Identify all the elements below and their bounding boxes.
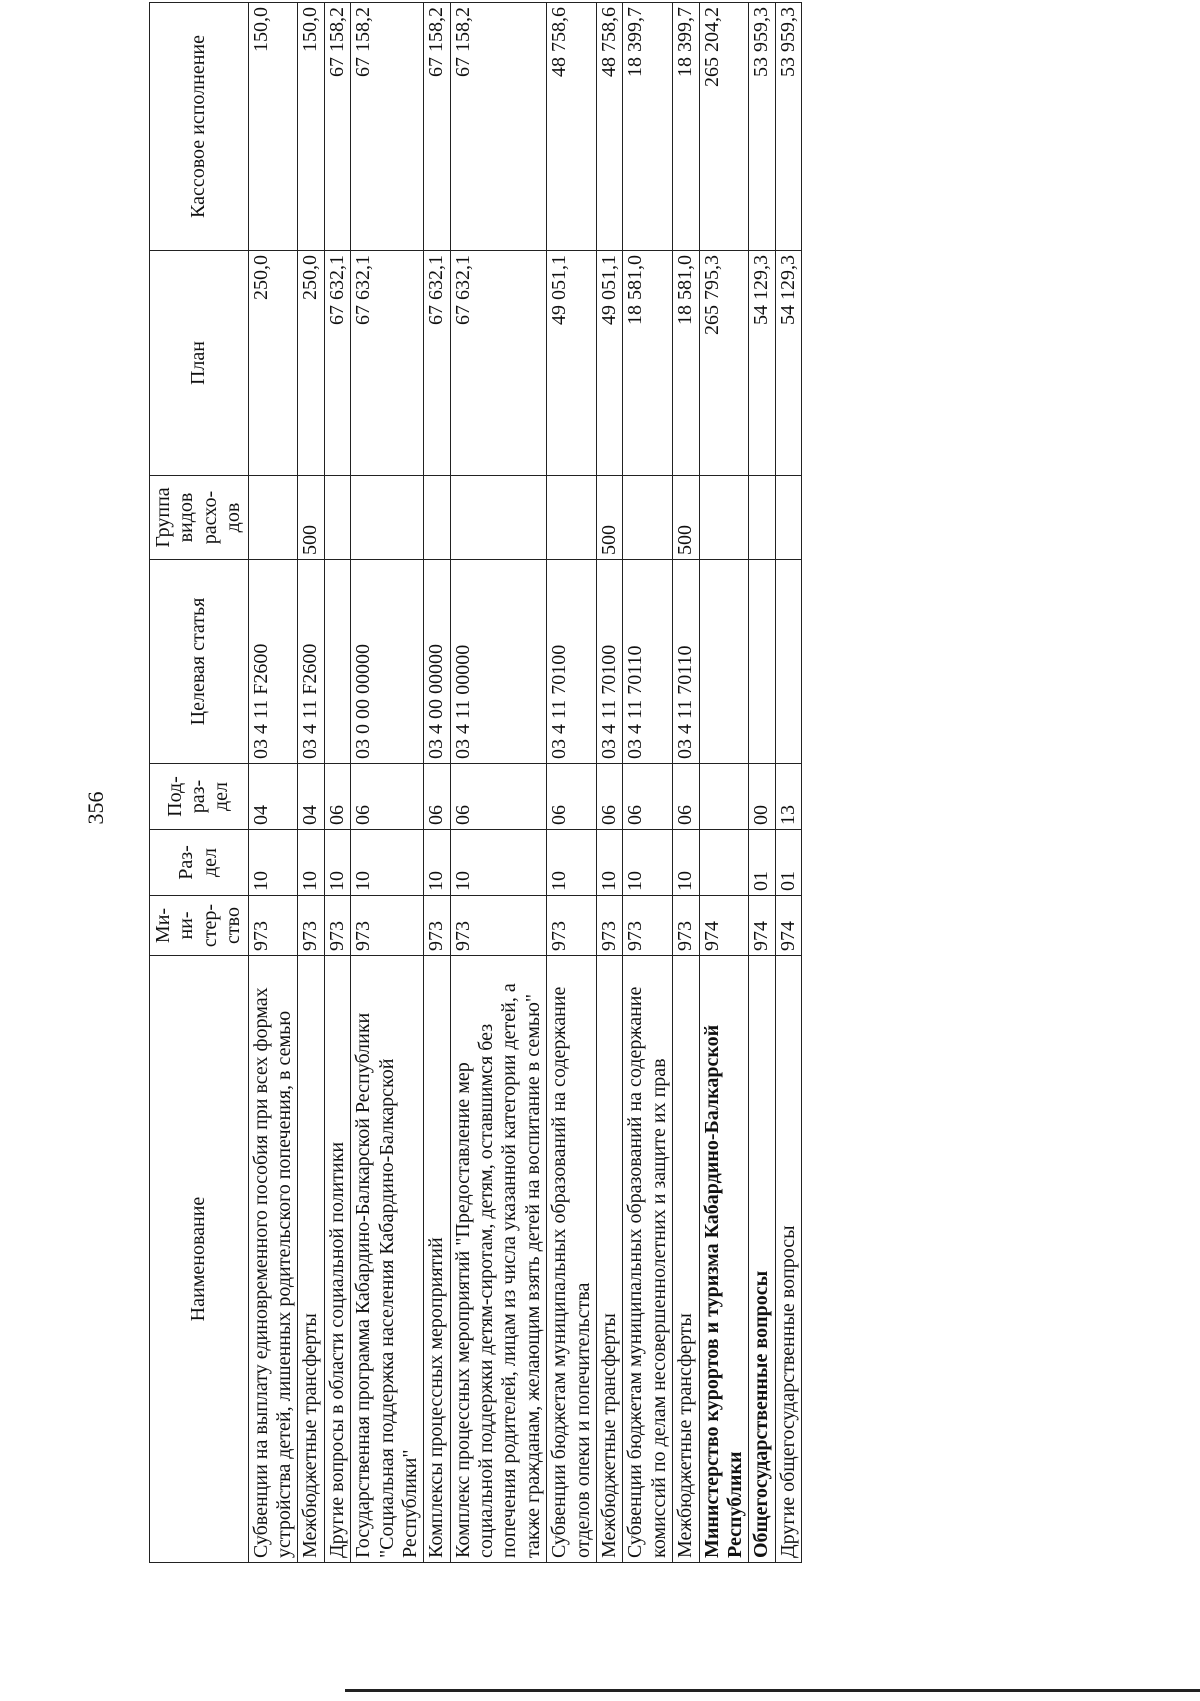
cell-ministry: 974 bbox=[775, 896, 801, 956]
budget-table bbox=[149, 2, 802, 1563]
table-row bbox=[699, 3, 749, 1563]
cell-section: 10 bbox=[597, 830, 623, 896]
cell-name: Субвенции бюджетам муниципальных образований на содержание комиссий по делам несовершеннолетних и защите их прав bbox=[623, 956, 673, 1563]
table-row bbox=[673, 3, 699, 1563]
cell-plan: 49 051,1 bbox=[597, 251, 623, 476]
cell-name: Другие общегосударственные вопросы bbox=[775, 956, 801, 1563]
table-row bbox=[547, 3, 597, 1563]
cell-section: 01 bbox=[749, 830, 775, 896]
cell-plan: 49 051,1 bbox=[547, 251, 597, 476]
cell-expense-group bbox=[699, 476, 749, 560]
cell-plan: 67 632,1 bbox=[424, 251, 450, 476]
header-plan: План bbox=[150, 251, 249, 476]
cell-subsection: 06 bbox=[324, 764, 350, 830]
rotated-table-container bbox=[149, 3, 1029, 1563]
cell-ministry: 974 bbox=[699, 896, 749, 956]
cell-expense-group: 500 bbox=[673, 476, 699, 560]
cell-name: Министерство курортов и туризма Кабардино-Балкарской Республики bbox=[699, 956, 749, 1563]
cell-target-article bbox=[699, 560, 749, 764]
cell-subsection: 06 bbox=[351, 764, 424, 830]
cell-expense-group bbox=[450, 476, 547, 560]
cell-ministry: 973 bbox=[324, 896, 350, 956]
header-section: Раз-дел bbox=[150, 830, 249, 896]
cell-ministry: 973 bbox=[424, 896, 450, 956]
cell-ministry: 974 bbox=[749, 896, 775, 956]
cell-subsection: 06 bbox=[424, 764, 450, 830]
cell-expense-group bbox=[749, 476, 775, 560]
cell-name: Межбюджетные трансферты bbox=[597, 956, 623, 1563]
cell-plan: 67 632,1 bbox=[324, 251, 350, 476]
cell-execution: 150,0 bbox=[298, 3, 324, 251]
cell-subsection: 04 bbox=[298, 764, 324, 830]
cell-expense-group bbox=[623, 476, 673, 560]
cell-expense-group bbox=[351, 476, 424, 560]
cell-target-article: 03 4 11 70110 bbox=[623, 560, 673, 764]
cell-name: Межбюджетные трансферты bbox=[673, 956, 699, 1563]
table-row bbox=[424, 3, 450, 1563]
cell-ministry: 973 bbox=[351, 896, 424, 956]
header-expense-group: Группа видов расхо-дов bbox=[150, 476, 249, 560]
table-row bbox=[450, 3, 547, 1563]
cell-expense-group bbox=[775, 476, 801, 560]
cell-subsection: 04 bbox=[248, 764, 298, 830]
cell-expense-group bbox=[424, 476, 450, 560]
cell-ministry: 973 bbox=[547, 896, 597, 956]
cell-target-article bbox=[324, 560, 350, 764]
table-row bbox=[623, 3, 673, 1563]
cell-section: 10 bbox=[623, 830, 673, 896]
cell-section: 10 bbox=[547, 830, 597, 896]
cell-section: 10 bbox=[424, 830, 450, 896]
table-row bbox=[298, 3, 324, 1563]
cell-target-article: 03 4 11 F2600 bbox=[298, 560, 324, 764]
cell-execution: 67 158,2 bbox=[351, 3, 424, 251]
cell-execution: 150,0 bbox=[248, 3, 298, 251]
cell-plan: 265 795,3 bbox=[699, 251, 749, 476]
cell-section bbox=[699, 830, 749, 896]
table-row bbox=[597, 3, 623, 1563]
cell-section: 10 bbox=[248, 830, 298, 896]
page-number: 356 bbox=[83, 791, 108, 825]
cell-target-article bbox=[775, 560, 801, 764]
cell-ministry: 973 bbox=[597, 896, 623, 956]
cell-execution: 18 399,7 bbox=[623, 3, 673, 251]
cell-target-article bbox=[749, 560, 775, 764]
cell-name: Субвенции бюджетам муниципальных образований на содержание отделов опеки и попечительства bbox=[547, 956, 597, 1563]
cell-subsection: 06 bbox=[673, 764, 699, 830]
cell-target-article: 03 4 00 00000 bbox=[424, 560, 450, 764]
cell-ministry: 973 bbox=[450, 896, 547, 956]
cell-name: Межбюджетные трансферты bbox=[298, 956, 324, 1563]
cell-expense-group bbox=[324, 476, 350, 560]
cell-execution: 48 758,6 bbox=[547, 3, 597, 251]
header-target-article: Целевая статья bbox=[150, 560, 249, 764]
cell-subsection: 06 bbox=[547, 764, 597, 830]
cell-subsection bbox=[699, 764, 749, 830]
cell-section: 10 bbox=[673, 830, 699, 896]
cell-section: 10 bbox=[298, 830, 324, 896]
cell-ministry: 973 bbox=[298, 896, 324, 956]
cell-name: Субвенции на выплату единовременного пособия при всех формах устройства детей, лишенных родительского попечения, в семью bbox=[248, 956, 298, 1563]
table-row bbox=[775, 3, 801, 1563]
cell-name: Государственная программа Кабардино-Балкарской Республики "Социальная поддержка населения Кабардино-Балкарской Республики" bbox=[351, 956, 424, 1563]
cell-execution: 53 959,3 bbox=[775, 3, 801, 251]
cell-plan: 18 581,0 bbox=[623, 251, 673, 476]
header-row bbox=[150, 3, 249, 1563]
cell-execution: 67 158,2 bbox=[424, 3, 450, 251]
cell-plan: 54 129,3 bbox=[749, 251, 775, 476]
table-row bbox=[324, 3, 350, 1563]
cell-section: 10 bbox=[351, 830, 424, 896]
cell-execution: 18 399,7 bbox=[673, 3, 699, 251]
cell-ministry: 973 bbox=[248, 896, 298, 956]
cell-target-article: 03 4 11 00000 bbox=[450, 560, 547, 764]
cell-target-article: 03 4 11 70100 bbox=[597, 560, 623, 764]
cell-subsection: 06 bbox=[623, 764, 673, 830]
table-row bbox=[351, 3, 424, 1563]
cell-plan: 250,0 bbox=[248, 251, 298, 476]
cell-name: Общегосударственные вопросы bbox=[749, 956, 775, 1563]
cell-subsection: 06 bbox=[450, 764, 547, 830]
cell-ministry: 973 bbox=[623, 896, 673, 956]
cell-execution: 67 158,2 bbox=[324, 3, 350, 251]
cell-plan: 67 632,1 bbox=[351, 251, 424, 476]
cell-plan: 54 129,3 bbox=[775, 251, 801, 476]
bottom-rule bbox=[345, 1689, 1200, 1692]
cell-subsection: 13 bbox=[775, 764, 801, 830]
cell-target-article: 03 4 11 F2600 bbox=[248, 560, 298, 764]
cell-target-article: 03 4 11 70110 bbox=[673, 560, 699, 764]
cell-name: Другие вопросы в области социальной политики bbox=[324, 956, 350, 1563]
header-subsection: Под-раз-дел bbox=[150, 764, 249, 830]
cell-section: 10 bbox=[450, 830, 547, 896]
table-row bbox=[749, 3, 775, 1563]
cell-subsection: 06 bbox=[597, 764, 623, 830]
cell-plan: 18 581,0 bbox=[673, 251, 699, 476]
cell-execution: 265 204,2 bbox=[699, 3, 749, 251]
cell-name: Комплекс процессных мероприятий "Предоставление мер социальной поддержки детям-сиротам, детям, оставшимся без попечения родителей, лицам из числа указанной категории детей, а также гражданам, желающим взять детей на воспитание в семью" bbox=[450, 956, 547, 1563]
cell-expense-group bbox=[248, 476, 298, 560]
cell-expense-group: 500 bbox=[298, 476, 324, 560]
cell-execution: 53 959,3 bbox=[749, 3, 775, 251]
cell-plan: 250,0 bbox=[298, 251, 324, 476]
cell-execution: 48 758,6 bbox=[597, 3, 623, 251]
table-row bbox=[248, 3, 298, 1563]
cell-ministry: 973 bbox=[673, 896, 699, 956]
cell-target-article: 03 4 11 70100 bbox=[547, 560, 597, 764]
header-name: Наименование bbox=[150, 956, 249, 1563]
cell-plan: 67 632,1 bbox=[450, 251, 547, 476]
table-body bbox=[248, 3, 802, 1563]
cell-expense-group: 500 bbox=[597, 476, 623, 560]
cell-target-article: 03 0 00 00000 bbox=[351, 560, 424, 764]
cell-execution: 67 158,2 bbox=[450, 3, 547, 251]
cell-section: 01 bbox=[775, 830, 801, 896]
cell-section: 10 bbox=[324, 830, 350, 896]
header-ministry: Ми-ни-стер-ство bbox=[150, 896, 249, 956]
cell-expense-group bbox=[547, 476, 597, 560]
cell-subsection: 00 bbox=[749, 764, 775, 830]
cell-name: Комплексы процессных мероприятий bbox=[424, 956, 450, 1563]
header-execution: Кассовое исполнение bbox=[150, 3, 249, 251]
